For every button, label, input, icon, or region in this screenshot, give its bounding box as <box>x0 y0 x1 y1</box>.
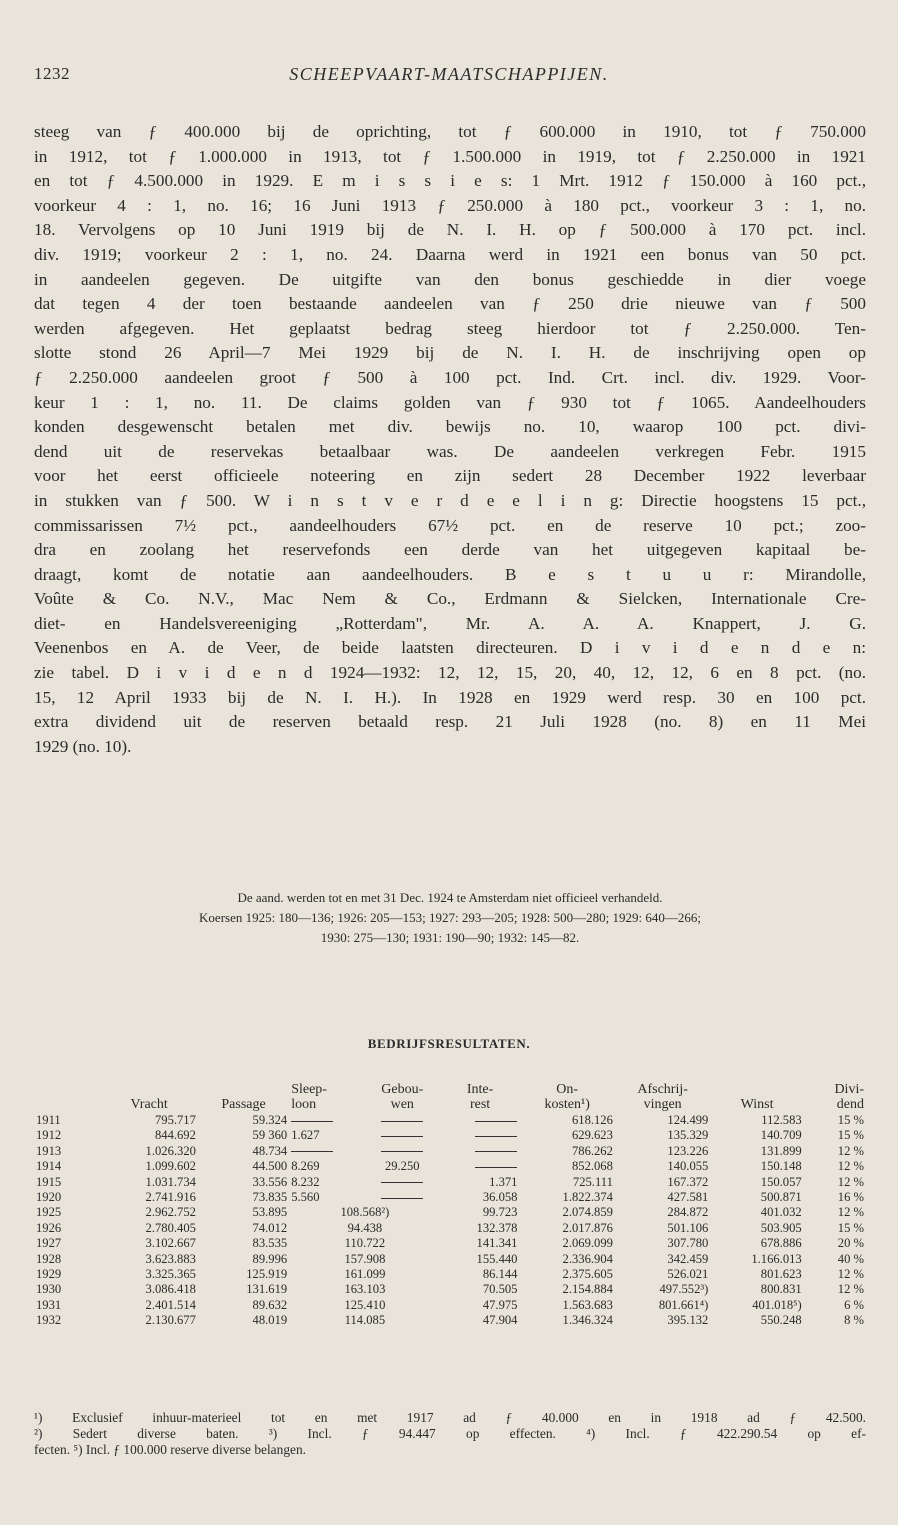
cell-year: 1931 <box>36 1297 62 1312</box>
cell-passage: 89.996 <box>252 1251 288 1266</box>
cell-vracht: 2.741.916 <box>145 1190 196 1205</box>
text-line: en tot ƒ 4.500.000 in 1929. E m i s s i e s: 1 Mrt. 1912 ƒ 150.000 à 160 pct., <box>34 171 866 191</box>
footnote-line: fecten. ⁵) Incl. ƒ 100.000 reserve diverse belangen. <box>34 1442 306 1457</box>
table-row <box>34 1175 866 1190</box>
cell-winst: 1.166.013 <box>751 1251 802 1266</box>
table-row <box>34 1205 866 1220</box>
cell-dividend: 15 % <box>837 1220 864 1235</box>
running-title: SCHEEPVAART-MAATSCHAPPIJEN. <box>289 64 609 84</box>
cell-afschrijvingen: 497.552³) <box>659 1282 709 1297</box>
text-line: keur 1 : 1, no. 11. De claims golden van ƒ 930 tot ƒ 1065. Aandeelhouders <box>34 392 866 412</box>
header-sleeploon: Sleep- loon <box>291 1082 327 1112</box>
cell-interest: 36.058 <box>482 1190 518 1205</box>
text-line: Veenenbos en A. de Veer, de beide laatsten directeuren. D i v i d e n d e n: <box>34 638 866 658</box>
cell-onkosten: 618.126 <box>571 1113 613 1127</box>
text-line: werden afgegeven. Het geplaatst bedrag steeg hierdoor tot ƒ 2.250.000. Ten- <box>34 318 866 338</box>
cell-winst: 401.018⁵) <box>752 1297 802 1312</box>
cell-afschrijvingen: 167.372 <box>667 1174 709 1189</box>
cell-onkosten: 2.154.884 <box>562 1282 613 1297</box>
note-line: De aand. werden tot en met 31 Dec. 1924 te Amsterdam niet officieel verhandeld. <box>237 890 663 905</box>
empty-dash <box>381 1198 423 1199</box>
empty-dash <box>381 1121 423 1122</box>
cell-onkosten: 2.375.605 <box>562 1267 613 1282</box>
table-row <box>34 1159 866 1174</box>
table-row <box>34 1298 866 1313</box>
cell-dividend: 12 % <box>837 1174 864 1189</box>
text-line: in 1912, tot ƒ 1.000.000 in 1913, tot ƒ 1.500.000 in 1919, tot ƒ 2.250.000 in 1921 <box>34 146 866 166</box>
cell-dividend: 12 % <box>837 1205 864 1220</box>
text-line: slotte stond 26 April—7 Mei 1929 bij de N. I. H. de inschrijving open op <box>34 343 866 363</box>
text-line: voor het eerst officieele noteering en zijn sedert 28 December 1922 leverbaar <box>34 466 866 486</box>
cell-vracht: 3.623.883 <box>145 1251 196 1266</box>
cell-onkosten: 725.111 <box>572 1174 613 1189</box>
cell-dividend: 12 % <box>837 1282 864 1297</box>
cell-sleeploon <box>289 1113 364 1128</box>
header-winst: Winst <box>740 1097 774 1112</box>
cell-dividend: 8 % <box>844 1313 864 1328</box>
cell-year: 1930 <box>36 1282 62 1297</box>
cell-onkosten: 2.069.099 <box>562 1236 613 1251</box>
cell-gebouwen <box>364 1113 441 1128</box>
cell-afschrijvingen: 427.581 <box>667 1190 709 1205</box>
page-number: 1232 <box>34 64 70 83</box>
cell-gebouwen <box>364 1144 441 1159</box>
cell-winst: 401.032 <box>760 1205 802 1220</box>
cell-afschrijvingen: 140.055 <box>667 1159 709 1174</box>
cell-interest: 70.505 <box>482 1282 518 1297</box>
trading-note <box>34 888 866 948</box>
empty-dash <box>475 1136 517 1137</box>
cell-afschrijvingen: 801.661⁴) <box>658 1297 709 1312</box>
table-header-row <box>34 1082 866 1113</box>
cell-sleeploon-gebouwen: 110.722 <box>344 1236 386 1251</box>
text-line: extra dividend uit de reserven betaald resp. 21 Juli 1928 (no. 8) en 11 Mei <box>34 712 866 732</box>
cell-sleeploon-gebouwen: 157.908 <box>344 1251 386 1266</box>
cell-sleeploon-gebouwen: 114.085 <box>344 1313 386 1328</box>
header-passage: Passage <box>221 1097 266 1112</box>
cell-winst: 140.709 <box>760 1128 802 1143</box>
cell-vracht: 844.692 <box>154 1128 196 1143</box>
cell-afschrijvingen: 135.329 <box>667 1128 709 1143</box>
table-row <box>34 1236 866 1251</box>
cell-gebouwen: 29.250 <box>384 1159 420 1174</box>
footnote-line: ¹) Exclusief inhuur-materieel tot en met 1917 ad ƒ 40.000 en in 1918 ad ƒ 42.500. <box>34 1410 866 1425</box>
cell-interest: 99.723 <box>482 1205 518 1220</box>
cell-vracht: 1.099.602 <box>145 1159 196 1174</box>
table-row <box>34 1128 866 1143</box>
text-line: dend uit de reservekas betaalbaar was. De aandeelen verkregen Febr. 1915 <box>34 441 866 461</box>
cell-afschrijvingen: 124.499 <box>667 1113 709 1127</box>
cell-passage: 83.535 <box>252 1236 288 1251</box>
footnotes <box>34 1410 866 1458</box>
cell-onkosten: 2.017.876 <box>562 1220 613 1235</box>
cell-afschrijvingen: 284.872 <box>667 1205 709 1220</box>
cell-onkosten: 629.623 <box>571 1128 613 1143</box>
cell-sleeploon-gebouwen: 161.099 <box>344 1267 386 1282</box>
cell-vracht: 3.325.365 <box>145 1267 196 1282</box>
text-line: steeg van ƒ 400.000 bij de oprichting, tot ƒ 600.000 in 1910, tot ƒ 750.000 <box>34 122 866 141</box>
cell-interest: 155.440 <box>476 1251 518 1266</box>
cell-year: 1925 <box>36 1205 62 1220</box>
cell-vracht: 795.717 <box>154 1113 196 1127</box>
cell-sleeploon: 8.232 <box>291 1174 320 1189</box>
cell-vracht: 1.031.734 <box>145 1174 196 1189</box>
text-line: 18. Vervolgens op 10 Juni 1919 bij de N. I. H. op ƒ 500.000 à 170 pct. incl. <box>34 220 866 240</box>
header-onkosten: On- kosten¹) <box>544 1082 590 1112</box>
cell-winst: 500.871 <box>760 1190 802 1205</box>
cell-year: 1911 <box>36 1113 61 1127</box>
empty-dash <box>475 1151 517 1152</box>
empty-dash <box>475 1121 517 1122</box>
table-row <box>34 1313 866 1328</box>
cell-afschrijvingen: 342.459 <box>667 1251 709 1266</box>
cell-winst: 150.148 <box>760 1159 802 1174</box>
text-line: draagt, komt de notatie aan aandeelhouders. B e s t u u r: Mirandolle, <box>34 564 866 584</box>
header-year <box>34 1082 100 1113</box>
cell-vracht: 2.401.514 <box>145 1297 196 1312</box>
cell-interest: 141.341 <box>476 1236 518 1251</box>
cell-dividend: 12 % <box>837 1159 864 1174</box>
cell-winst: 801.623 <box>760 1267 802 1282</box>
cell-passage: 59 360 <box>252 1128 288 1143</box>
empty-dash <box>475 1167 517 1168</box>
cell-dividend: 20 % <box>837 1236 864 1251</box>
empty-dash <box>291 1151 333 1152</box>
cell-passage: 53.895 <box>252 1205 288 1220</box>
cell-dividend: 16 % <box>837 1190 864 1205</box>
cell-year: 1926 <box>36 1220 62 1235</box>
text-line: div. 1919; voorkeur 2 : 1, no. 24. Daarna werd in 1921 een bonus van 50 pct. <box>34 244 866 264</box>
cell-interest: 47.975 <box>482 1297 518 1312</box>
empty-dash <box>381 1182 423 1183</box>
text-line: in stukken van ƒ 500. W i n s t v e r d e e l i n g: Directie hoogstens 15 pct., <box>34 490 866 510</box>
text-line: Voûte & Co. N.V., Mac Nem & Co., Erdmann & Sielcken, Internationale Cre- <box>34 589 866 609</box>
table-row <box>34 1144 866 1159</box>
table-title: BEDRIJFSRESULTATEN. <box>367 1036 531 1051</box>
cell-interest: 132.378 <box>476 1220 518 1235</box>
cell-passage: 74.012 <box>252 1220 288 1235</box>
cell-passage: 131.619 <box>246 1282 288 1297</box>
cell-sleeploon: 5.560 <box>291 1190 320 1205</box>
cell-afschrijvingen: 501.106 <box>667 1220 709 1235</box>
results-table <box>34 1082 866 1329</box>
cell-dividend: 12 % <box>837 1267 864 1282</box>
table-row <box>34 1267 866 1282</box>
cell-year: 1915 <box>36 1174 62 1189</box>
cell-onkosten: 1.563.683 <box>562 1297 613 1312</box>
note-line: Koersen 1925: 180—136; 1926: 205—153; 1927: 293—205; 1928: 500—280; 1929: 640—266; <box>199 910 701 925</box>
header-gebouwen: Gebou- wen <box>381 1082 424 1112</box>
table-row <box>34 1252 866 1267</box>
empty-dash <box>291 1121 333 1122</box>
cell-afschrijvingen: 307.780 <box>667 1236 709 1251</box>
text-line: 15, 12 April 1933 bij de N. I. H.). In 1928 en 1929 werd resp. 30 en 100 pct. <box>34 687 866 707</box>
cell-year: 1929 <box>36 1267 62 1282</box>
text-line: konden desgewenscht betalen met div. bewijs no. 10, waarop 100 pct. divi- <box>34 417 866 437</box>
cell-afschrijvingen: 526.021 <box>667 1267 709 1282</box>
cell-vracht: 2.780.405 <box>145 1220 196 1235</box>
cell-onkosten: 2.336.904 <box>562 1251 613 1266</box>
cell-vracht: 1.026.320 <box>145 1143 196 1158</box>
cell-passage: 44.500 <box>252 1159 288 1174</box>
cell-winst: 112.583 <box>761 1113 802 1127</box>
cell-interest: 86.144 <box>482 1267 518 1282</box>
cell-vracht: 2.962.752 <box>145 1205 196 1220</box>
cell-interest: 47.904 <box>482 1313 518 1328</box>
table-row <box>34 1113 866 1128</box>
header-afschrijvingen: Afschrij- vingen <box>637 1082 688 1112</box>
cell-gebouwen <box>364 1190 441 1205</box>
cell-onkosten: 1.822.374 <box>562 1190 613 1205</box>
cell-sleeploon-gebouwen: 94.438 <box>347 1220 383 1235</box>
footnote-line: ²) Sedert diverse baten. ³) Incl. ƒ 94.447 op effecten. ⁴) Incl. ƒ 422.290.54 op ef- <box>34 1426 866 1441</box>
cell-passage: 48.019 <box>252 1313 288 1328</box>
cell-year: 1932 <box>36 1313 62 1328</box>
header-interest: Inte- rest <box>466 1082 494 1112</box>
cell-interest <box>441 1144 520 1159</box>
cell-onkosten: 2.074.859 <box>562 1205 613 1220</box>
cell-interest <box>441 1113 520 1128</box>
cell-year: 1913 <box>36 1143 62 1158</box>
cell-winst: 800.831 <box>760 1282 802 1297</box>
cell-winst: 131.899 <box>760 1143 802 1158</box>
cell-sleeploon: 1.627 <box>291 1128 320 1143</box>
cell-year: 1927 <box>36 1236 62 1251</box>
cell-interest <box>441 1128 520 1143</box>
text-line: zie tabel. D i v i d e n d 1924—1932: 12, 12, 15, 20, 40, 12, 12, 6 en 8 pct. (no. <box>34 663 866 683</box>
cell-dividend: 6 % <box>844 1297 864 1312</box>
cell-gebouwen <box>364 1175 441 1190</box>
text-line: commissarissen 7½ pct., aandeelhouders 67½ pct. en de reserve 10 pct.; zoo- <box>34 515 866 535</box>
cell-year: 1920 <box>36 1190 62 1205</box>
cell-passage: 33.556 <box>252 1174 288 1189</box>
cell-passage: 73.835 <box>252 1190 288 1205</box>
cell-afschrijvingen: 123.226 <box>667 1143 709 1158</box>
cell-vracht: 3.102.667 <box>145 1236 196 1251</box>
cell-year: 1928 <box>36 1251 62 1266</box>
header-dividend: Divi- dend <box>834 1082 864 1112</box>
note-line: 1930: 275—130; 1931: 190—90; 1932: 145—82. <box>320 930 580 945</box>
text-line: diet- en Handelsvereeniging „Rotterdam", Mr. A. A. A. Knappert, J. G. <box>34 613 866 633</box>
text-line: voorkeur 4 : 1, no. 16; 16 Juni 1913 ƒ 250.000 à 180 pct., voorkeur 3 : 1, no. <box>34 195 866 215</box>
cell-gebouwen <box>364 1128 441 1143</box>
text-line: ƒ 2.250.000 aandeelen groot ƒ 500 à 100 pct. Ind. Crt. incl. div. 1929. Voor- <box>34 367 866 387</box>
cell-sleeploon-gebouwen: 125.410 <box>344 1297 386 1312</box>
text-line: dat tegen 4 der toen bestaande aandeelen van ƒ 250 drie nieuwe van ƒ 500 <box>34 294 866 314</box>
text-line: 1929 (no. 10). <box>34 736 132 756</box>
cell-passage: 48.734 <box>252 1143 288 1158</box>
cell-passage: 89.632 <box>252 1297 288 1312</box>
cell-sleeploon <box>289 1144 364 1159</box>
text-line: in aandeelen gegeven. De uitgifte van den bonus geschiedde in dier voege <box>34 269 866 289</box>
cell-year: 1912 <box>36 1128 62 1143</box>
cell-winst: 503.905 <box>760 1220 802 1235</box>
header-vracht: Vracht <box>130 1097 168 1112</box>
cell-sleeploon-gebouwen: 163.103 <box>344 1282 386 1297</box>
cell-winst: 150.057 <box>760 1174 802 1189</box>
cell-onkosten: 786.262 <box>571 1143 613 1158</box>
cell-vracht: 3.086.418 <box>145 1282 196 1297</box>
cell-passage: 59.324 <box>252 1113 288 1127</box>
table-row <box>34 1221 866 1236</box>
cell-afschrijvingen: 395.132 <box>667 1313 709 1328</box>
cell-onkosten: 852.068 <box>571 1159 613 1174</box>
cell-dividend: 15 % <box>837 1128 864 1143</box>
text-line: dra en zoolang het reservefonds een derde van het uitgegeven kapitaal be- <box>34 540 866 560</box>
cell-interest <box>441 1159 520 1174</box>
cell-vracht: 2.130.677 <box>145 1313 196 1328</box>
empty-dash <box>381 1136 423 1137</box>
table-row <box>34 1190 866 1205</box>
cell-dividend: 12 % <box>837 1143 864 1158</box>
table-row <box>34 1282 866 1297</box>
cell-sleeploon: 8.269 <box>291 1159 320 1174</box>
body-paragraph <box>34 120 866 759</box>
cell-sleeploon-gebouwen: 108.568²) <box>340 1205 390 1220</box>
cell-passage: 125.919 <box>246 1267 288 1282</box>
empty-dash <box>381 1151 423 1152</box>
cell-year: 1914 <box>36 1159 62 1174</box>
cell-interest: 1.371 <box>489 1174 518 1189</box>
cell-onkosten: 1.346.324 <box>562 1313 613 1328</box>
cell-winst: 550.248 <box>760 1313 802 1328</box>
cell-dividend: 15 % <box>837 1113 864 1127</box>
cell-dividend: 40 % <box>837 1251 864 1266</box>
cell-winst: 678.886 <box>760 1236 802 1251</box>
